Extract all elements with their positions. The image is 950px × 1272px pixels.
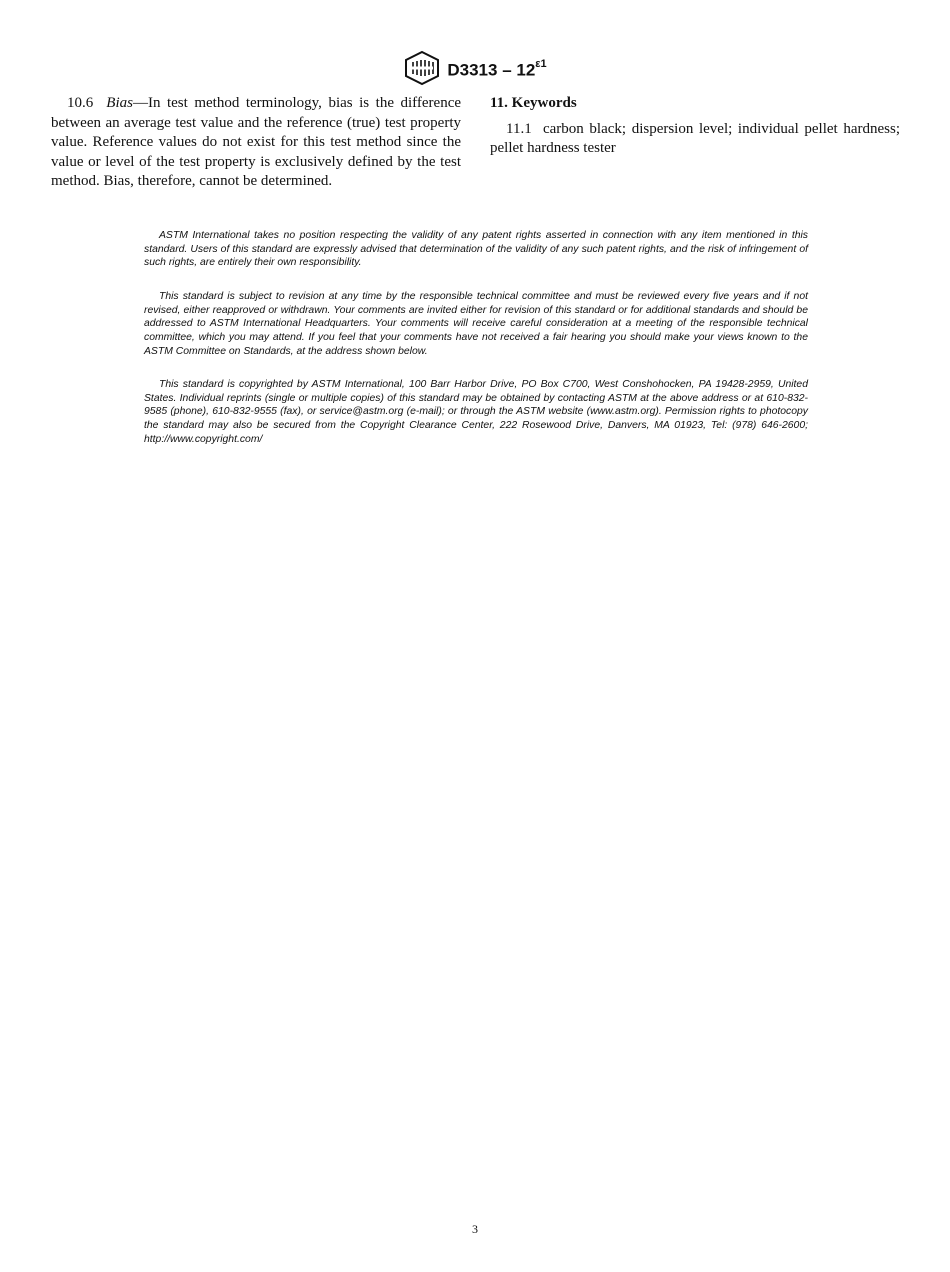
page-number: 3 — [472, 1222, 478, 1236]
left-column — [51, 94, 461, 192]
page-header — [0, 50, 950, 86]
section-heading-keywords: 11. Keywords — [490, 95, 577, 111]
paragraph-10-6 — [51, 94, 461, 192]
section-number: 10.6 — [67, 95, 94, 111]
paragraph-11-1 — [490, 120, 900, 159]
patent-notice: ASTM International takes no position respecting the validity of any patent rights asserted in connection with any item mentioned in this standard. Users of this standard are expressly advised that determination of the validity of any such patent rights, and the risk of infringement of such rights, are entirely their own responsibility. — [144, 230, 808, 269]
section-text: —In test method terminology, bias is the difference between an average test value and the reference (true) test property value. Reference values do not exist for this test method since the value or level of the test property is exclusively defined by the test method. Bias, therefore, cannot be determined. — [51, 95, 462, 189]
document-designation: $D3313 - 12^{\varepsilon 1}$ — [447, 57, 547, 80]
copyright-notice: This standard is copyrighted by ASTM International, 100 Barr Harbor Drive, PO Box C700, West Conshohocken, PA 19428-2959, United States. Individual reprints (single or multiple copies) of this standard may be obtained by contacting ASTM at the above address or at 610-832-9585 (phone), 610-832-9555 (fax), or service@astm.org (e-mail); or through the ASTM website (www.astm.org). Permission rights to photocopy the standard may also be secured from the Copyright Clearance Center, 222 Rosewood Drive, Danvers, MA 01923, Tel: (978) 646-2600; http://www.copyright.com/ — [144, 379, 808, 445]
section-number: 11.1 — [506, 120, 532, 137]
section-term: Bias — [106, 95, 133, 111]
epsilon-superscript: ε1 — [535, 57, 547, 70]
right-column — [490, 94, 900, 159]
astm-logo-icon — [403, 50, 441, 86]
keywords-text: carbon black; dispersion level; individual pellet hardness; pellet hardness tester — [490, 120, 900, 156]
revision-notice: This standard is subject to revision at any time by the responsible technical committee and must be reviewed every five years and if not revised, either reapproved or withdrawn. Your comments are invited either for revision of this standard or for additional standards and should be addressed to ASTM International Headquarters. Your comments will receive careful consideration at a meeting of the responsible technical committee, which you may attend. If you feel that your comments have not received a fair hearing you should make your views known to the ASTM Committee on Standards, at the address shown below. — [144, 291, 808, 357]
